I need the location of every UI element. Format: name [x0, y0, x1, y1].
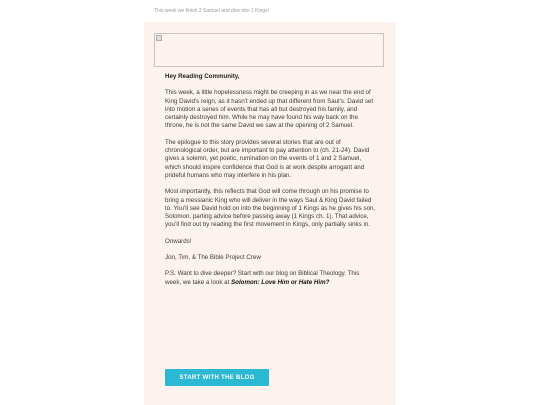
- postscript: [165, 270, 377, 287]
- blog-post-link[interactable]: Solomon: Love Him or Hate Him?: [231, 278, 330, 286]
- paragraph-3: Most importantly, this reflects that God will come through on his promise to bring a messianic King who will deliver in the ways Saul & King David failed to. You’ll see David hold on into the beginning of 1 Kings as he gives his son, Solomon, parting advice before passing away (1 Kings ch. 1). That advice, you’ll find out by reading the first movement in Kings, only partially sinks in.: [165, 188, 376, 229]
- postscript-text: P.S. Want to dive deeper? Start with our blog on Biblical Theology. This week, we take a look at: [165, 270, 360, 286]
- paragraph-1: This week, a little hopelessness might be creeping in as we near the end of King David’s reign, as it hasn’t ended up that different from Saul’s. David set into motion a series of events that has all but destroyed his family, and certainly destroyed him. While he may have found his way back on the throne, he is not the same David we saw at the opening of 2 Samuel.: [165, 89, 374, 130]
- sign-off: Onwards!: [165, 237, 192, 245]
- signature: Jon, Tim, & The Bible Project Crew: [165, 254, 261, 262]
- broken-image-icon: [156, 35, 162, 41]
- start-with-the-blog-button[interactable]: START WITH THE BLOG: [165, 369, 269, 386]
- hero-image: [154, 33, 384, 67]
- preheader-text: This week we finish 2 Samuel and dive into 1 Kings!: [154, 8, 270, 14]
- greeting: Hey Reading Community,: [165, 73, 240, 80]
- email-body: [165, 73, 377, 295]
- paragraph-2: The epilogue to this story provides several stories that are out of chronological order, but are important to pay attention to (ch. 21-24). David gives a solemn, yet poetic, rumination on the events of 1 and 2 Samuel, which should inspire confidence that God is at work despite arrogant and prideful humans who may interfere in his plan.: [165, 138, 370, 179]
